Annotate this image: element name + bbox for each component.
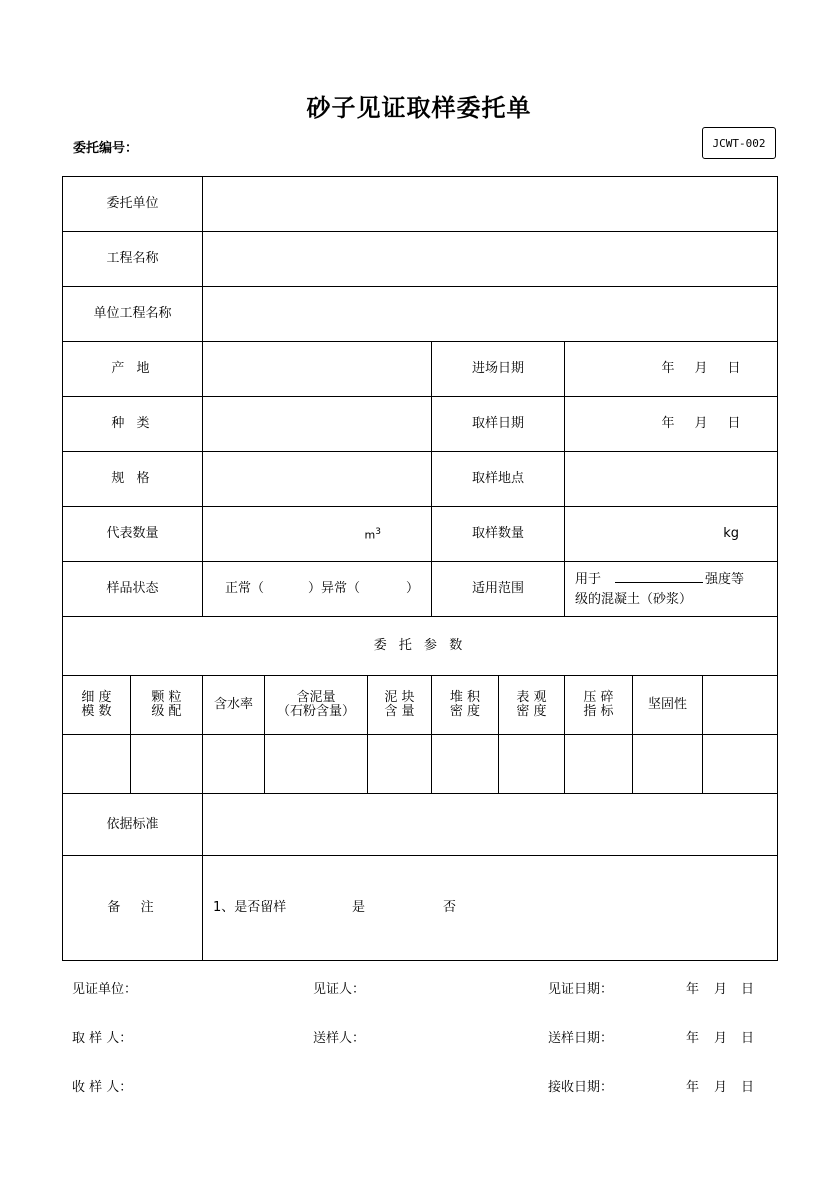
scope-field[interactable] xyxy=(565,562,777,617)
param-header-line2: 指 标 xyxy=(583,704,614,719)
param-value-1[interactable] xyxy=(131,735,203,794)
rep-unit: $m^3$ xyxy=(364,527,381,542)
param-header-line1: 压 碎 xyxy=(583,690,614,705)
scope-label: 适用范围 xyxy=(432,562,565,617)
param-header-line1: 含泥量 xyxy=(296,690,336,705)
param-header-line1: 堆 积 xyxy=(449,690,481,705)
receive-date-day: 日 xyxy=(741,1080,755,1095)
page-title: 砂子见证取样委托单 xyxy=(306,94,532,122)
entrust-number-label: 委托编号： xyxy=(73,141,139,156)
param-header-6 xyxy=(499,676,565,735)
witness-date-label: 见证日期： xyxy=(548,982,614,997)
abnormal-option: ）异常（ xyxy=(308,581,361,596)
param-value-0[interactable] xyxy=(63,735,131,794)
usage-line2: 级的混凝土（砂浆） xyxy=(575,592,693,607)
sender-label: 送样人： xyxy=(313,1031,366,1046)
usage-prefix: 用于 xyxy=(575,572,602,587)
form-code-badge: JCWT-002 xyxy=(702,127,776,159)
send-date-day: 日 xyxy=(741,1031,755,1046)
witness-date-year: 年 xyxy=(686,982,700,997)
send-date-label: 送样日期： xyxy=(548,1031,614,1046)
param-header-3 xyxy=(265,676,368,735)
close-paren: ） xyxy=(406,581,420,596)
param-header-4 xyxy=(368,676,432,735)
param-header-line2: 级 配 xyxy=(151,704,182,719)
entrust-form-table xyxy=(62,176,778,961)
param-header-0 xyxy=(63,676,131,735)
usage-suffix: 强度等 xyxy=(705,572,745,587)
send-date-year: 年 xyxy=(686,1031,700,1046)
date-month: 月 xyxy=(694,361,708,376)
sampler-label: 取 样 人： xyxy=(72,1031,133,1046)
param-header-7 xyxy=(565,676,633,735)
sampling-place-field[interactable] xyxy=(565,452,777,507)
type-field[interactable] xyxy=(203,397,432,452)
sample-state-label: 样品状态 xyxy=(63,562,203,617)
unit-project-name-field[interactable] xyxy=(203,287,777,342)
retain-no-option[interactable]: 否 xyxy=(443,900,457,915)
param-header-line2: 密 度 xyxy=(449,704,481,719)
param-header-2 xyxy=(203,676,265,735)
witness-date-day: 日 xyxy=(741,982,755,997)
param-header-line1: 含水率 xyxy=(213,697,253,712)
date-day: 日 xyxy=(727,361,741,376)
date-year: 年 xyxy=(661,416,675,431)
retain-sample-question: 1、是否留样 xyxy=(213,900,287,915)
unit-project-name-label: 单位工程名称 xyxy=(63,287,203,342)
sample-state-field[interactable] xyxy=(203,562,432,617)
witness-date-month: 月 xyxy=(714,982,728,997)
entrusting-unit-label: 委托单位 xyxy=(63,177,203,232)
param-header-line1: 泥 块 xyxy=(384,690,415,705)
param-value-7[interactable] xyxy=(565,735,633,794)
param-value-9[interactable] xyxy=(703,735,777,794)
standard-label: 依据标准 xyxy=(63,794,203,856)
param-header-9 xyxy=(703,676,777,735)
param-value-4[interactable] xyxy=(368,735,432,794)
param-header-8 xyxy=(633,676,703,735)
param-value-8[interactable] xyxy=(633,735,703,794)
sampling-date-label: 取样日期 xyxy=(432,397,565,452)
sampling-date-field[interactable] xyxy=(565,397,777,452)
param-header-line2: 含 量 xyxy=(384,704,415,719)
project-name-field[interactable] xyxy=(203,232,777,287)
receiver-label: 收 样 人： xyxy=(72,1080,133,1095)
witness-unit-label: 见证单位： xyxy=(72,982,138,997)
param-header-line1: 颗 粒 xyxy=(151,690,182,705)
receive-date-month: 月 xyxy=(714,1080,728,1095)
sampling-quantity-label: 取样数量 xyxy=(432,507,565,562)
rep-quantity-label: 代表数量 xyxy=(63,507,203,562)
param-value-5[interactable] xyxy=(432,735,499,794)
origin-field[interactable] xyxy=(203,342,432,397)
param-header-1 xyxy=(131,676,203,735)
strength-grade-blank[interactable] xyxy=(615,570,703,583)
witness-person-label: 见证人： xyxy=(313,982,366,997)
param-header-line1: 坚固性 xyxy=(647,697,687,712)
param-header-5 xyxy=(432,676,499,735)
standard-field[interactable] xyxy=(203,794,777,856)
param-header-line1: 细 度 xyxy=(81,690,112,705)
param-value-2[interactable] xyxy=(203,735,265,794)
param-header-line2: 模 数 xyxy=(81,704,112,719)
remarks-field[interactable] xyxy=(203,856,777,960)
params-header: 委 托 参 数 xyxy=(63,617,777,676)
param-value-6[interactable] xyxy=(499,735,565,794)
normal-option: 正常（ xyxy=(225,581,265,596)
receive-date-label: 接收日期： xyxy=(548,1080,614,1095)
entrusting-unit-field[interactable] xyxy=(203,177,777,232)
spec-field[interactable] xyxy=(203,452,432,507)
sampling-place-label: 取样地点 xyxy=(432,452,565,507)
origin-label: 产 地 xyxy=(63,342,203,397)
sampling-unit: kg xyxy=(723,526,739,541)
spec-label: 规 格 xyxy=(63,452,203,507)
entry-date-label: 进场日期 xyxy=(432,342,565,397)
remarks-label: 备 注 xyxy=(63,856,203,960)
date-year: 年 xyxy=(661,361,675,376)
param-header-line2: （石粉含量） xyxy=(276,704,355,719)
date-month: 月 xyxy=(694,416,708,431)
send-date-month: 月 xyxy=(714,1031,728,1046)
receive-date-year: 年 xyxy=(686,1080,700,1095)
param-value-3[interactable] xyxy=(265,735,368,794)
entry-date-field[interactable] xyxy=(565,342,777,397)
sampling-quantity-field[interactable] xyxy=(565,507,777,562)
param-header-line2: 密 度 xyxy=(516,704,547,719)
date-day: 日 xyxy=(727,416,741,431)
param-header-line1: 表 观 xyxy=(516,690,547,705)
project-name-label: 工程名称 xyxy=(63,232,203,287)
rep-quantity-field[interactable] xyxy=(203,507,432,562)
retain-yes-option[interactable]: 是 xyxy=(352,900,366,915)
type-label: 种 类 xyxy=(63,397,203,452)
